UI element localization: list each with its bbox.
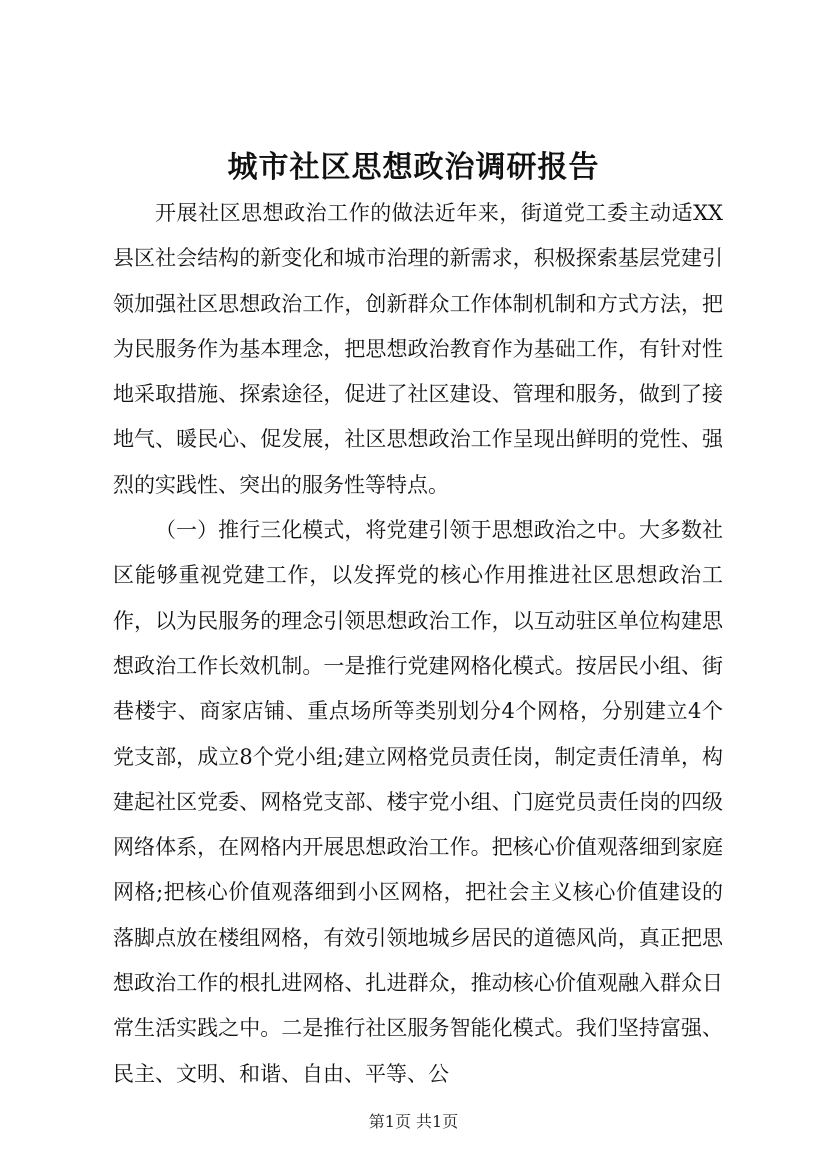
paragraph-section-one: （一）推行三化模式，将党建引领于思想政治之中。大多数社区能够重视党建工作，以发挥党的核心作用推进社区思想政治工作，以为民服务的理念引领思想政治工作，以互动驻区单位构建思想政治工作长效机制。一是推行党建网格化模式。按居民小组、街巷楼宇、商家店铺、重点场所等类别划分4个网格，分别建立4个党支部，成立8个党小组;建立网格党员责任岗，制定责任清单，构建起社区党委、网格党支部、楼宇党小组、门庭党员责任岗的四级网络体系，在网格内开展思想政治工作。把核心价值观落细到家庭网格;把核心价值观落细到小区网格，把社会主义核心价值建设的落脚点放在楼组网格，有效引领地城乡居民的道德风尚，真正把思想政治工作的根扎进网格、扎进群众，推动核心价值观融入群众日常生活实践之中。二是推行社区服务智能化模式。我们坚持富强、民主、文明、和谐、自由、平等、公 — [113, 518, 723, 1086]
page-footer: 第1页 共1页 — [368, 1112, 459, 1131]
document-title: 城市社区思想政治调研报告 — [227, 150, 600, 185]
paragraph-intro: 开展社区思想政治工作的做法近年来，街道党工委主动适XX县区社会结构的新变化和城市治理的新需求，积极探索基层党建引领加强社区思想政治工作，创新群众工作体制机制和方式方法，把为民服务作为基本理念，把思想政治教育作为基础工作，有针对性地采取措施、探索途径，促进了社区建设、管理和服务，做到了接地气、暖民心、促发展，社区思想政治工作呈现出鲜明的党性、强烈的实践性、突出的服务性等特点。 — [113, 201, 723, 497]
document-body — [113, 191, 723, 1097]
